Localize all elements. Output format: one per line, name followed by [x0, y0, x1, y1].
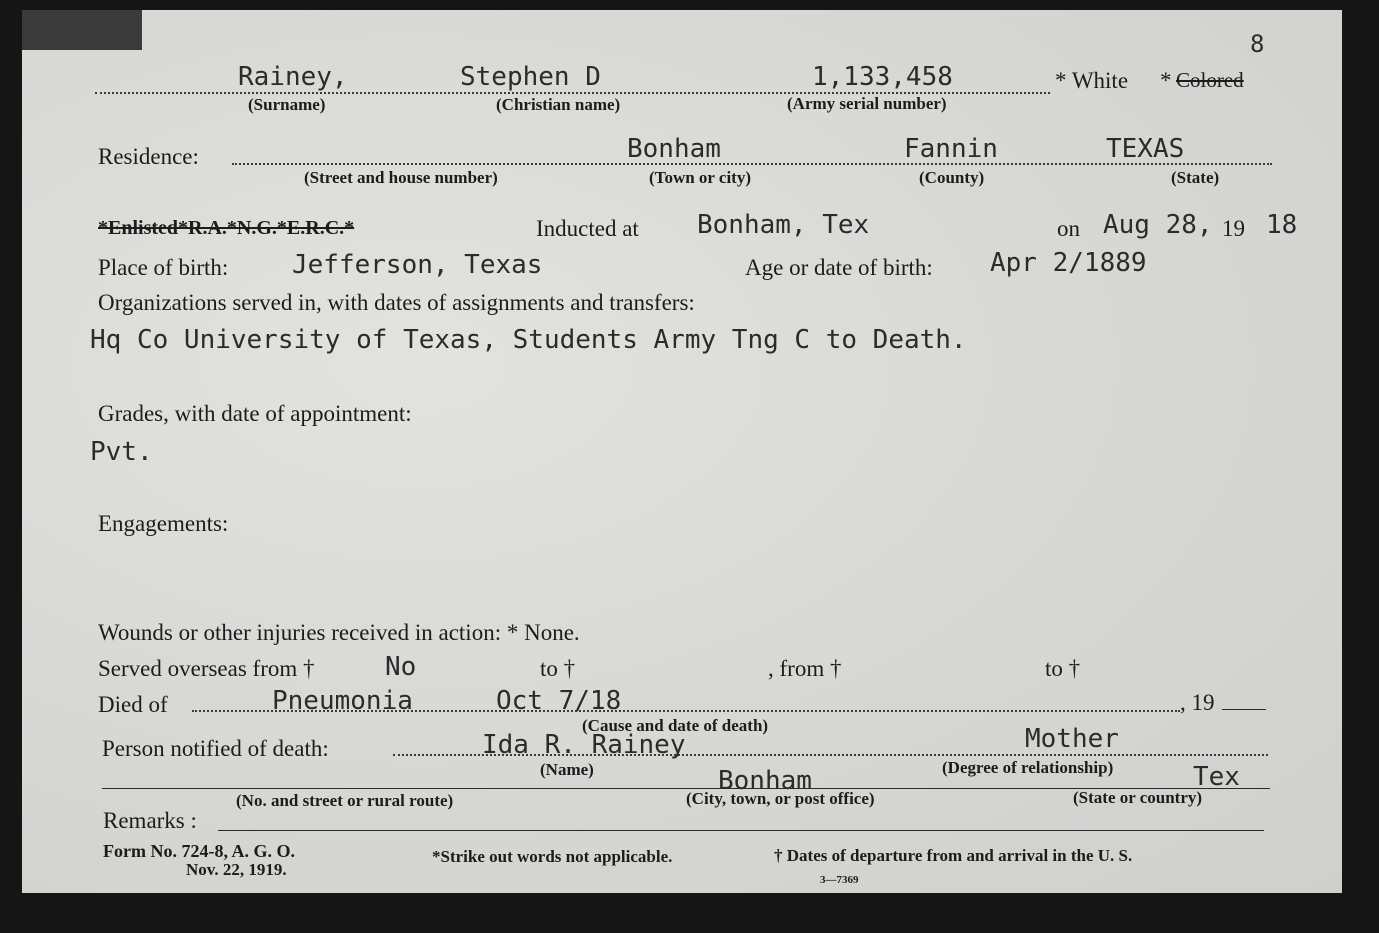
county-caption: (County): [919, 168, 985, 187]
residence-state-value: TEXAS: [1106, 134, 1185, 164]
grades-value: Pvt.: [90, 437, 153, 467]
surname-caption: (Surname): [248, 95, 326, 114]
overseas-from-label: Served overseas from †: [98, 656, 315, 681]
surname-value: Rainey,: [238, 62, 348, 92]
remarks-label: Remarks :: [103, 808, 197, 833]
residence-label: Residence:: [98, 144, 199, 169]
print-code: 3—7369: [820, 874, 859, 886]
grades-label: Grades, with date of appointment:: [98, 401, 412, 426]
residence-county-value: Fannin: [904, 134, 998, 164]
dates-note: † Dates of departure from and arrival in the U. S.: [774, 846, 1133, 865]
strike-note: *Strike out words not applicable.: [432, 847, 673, 866]
death-caption: (Cause and date of death): [582, 716, 769, 735]
form-date: Nov. 22, 1919.: [186, 860, 287, 879]
form-number: Form No. 724-8, A. G. O.: [103, 841, 295, 861]
notified-street-caption: (No. and street or rural route): [236, 791, 454, 810]
date-of-birth-value: Apr 2/1889: [990, 248, 1147, 278]
engagements-label: Engagements:: [98, 511, 229, 536]
christian-name-value: Stephen D: [460, 62, 601, 92]
inducted-year-value: 18: [1266, 210, 1298, 240]
state-caption: (State): [1171, 168, 1220, 187]
overseas-to2-label: to †: [1045, 656, 1081, 681]
card-number: 8: [1250, 30, 1265, 58]
notified-label: Person notified of death:: [102, 736, 329, 761]
overseas-to-label: to †: [540, 656, 576, 681]
notified-state-caption: (State or country): [1073, 788, 1203, 807]
organizations-label: Organizations served in, with dates of assignments and transfers:: [98, 290, 695, 315]
card-corner-shadow: [22, 10, 142, 50]
residence-dotted-line: [232, 163, 1272, 165]
residence-town-value: Bonham: [627, 134, 721, 164]
overseas-from-value: No: [385, 652, 417, 682]
place-of-birth-label: Place of birth:: [98, 255, 229, 280]
remarks-line: [218, 830, 1264, 831]
race-white-label: * White: [1055, 68, 1129, 93]
death-date-value: Oct 7/18: [496, 686, 622, 716]
race-colored-prefix: *: [1160, 68, 1172, 93]
inducted-on-label: on: [1057, 216, 1080, 241]
race-colored-struck: Colored: [1176, 68, 1244, 92]
christian-name-caption: (Christian name): [496, 95, 621, 114]
notified-name-value: Ida R. Rainey: [482, 730, 686, 760]
died-of-label: Died of: [98, 692, 168, 717]
town-caption: (Town or city): [649, 168, 751, 187]
organizations-value: Hq Co University of Texas, Students Army Tng C to Death.: [90, 325, 967, 355]
notified-city-value: Bonham: [718, 766, 812, 796]
inducted-date-value: Aug 28,: [1103, 210, 1213, 240]
notified-state-value: Tex: [1193, 762, 1240, 792]
street-caption: (Street and house number): [304, 168, 498, 187]
notified-city-caption: (City, town, or post office): [686, 789, 875, 808]
death-cause-value: Pneumonia: [272, 686, 413, 716]
serial-number-caption: (Army serial number): [787, 94, 947, 113]
inducted-at-label: Inducted at: [536, 216, 639, 241]
death-year-line: [1222, 709, 1266, 710]
inducted-place-value: Bonham, Tex: [697, 210, 870, 240]
notified-dotted-line: [393, 754, 1268, 756]
enlisted-struck-text: *Enlisted*R.A.*N.G.*E.R.C.*: [98, 217, 355, 239]
inducted-year-prefix: 19: [1222, 216, 1245, 241]
overseas-from2-label: , from †: [768, 656, 842, 681]
notified-name-caption: (Name): [540, 760, 594, 779]
notified-relationship-value: Mother: [1025, 724, 1119, 754]
relationship-caption: (Degree of relationship): [942, 758, 1114, 777]
wounds-label: Wounds or other injuries received in action: * None.: [98, 620, 580, 645]
death-year-suffix: , 19: [1180, 690, 1215, 715]
age-or-birth-label: Age or date of birth:: [745, 255, 933, 280]
place-of-birth-value: Jefferson, Texas: [292, 250, 543, 280]
death-dotted-line: [192, 710, 1180, 712]
serial-number-value: 1,133,458: [812, 62, 953, 92]
